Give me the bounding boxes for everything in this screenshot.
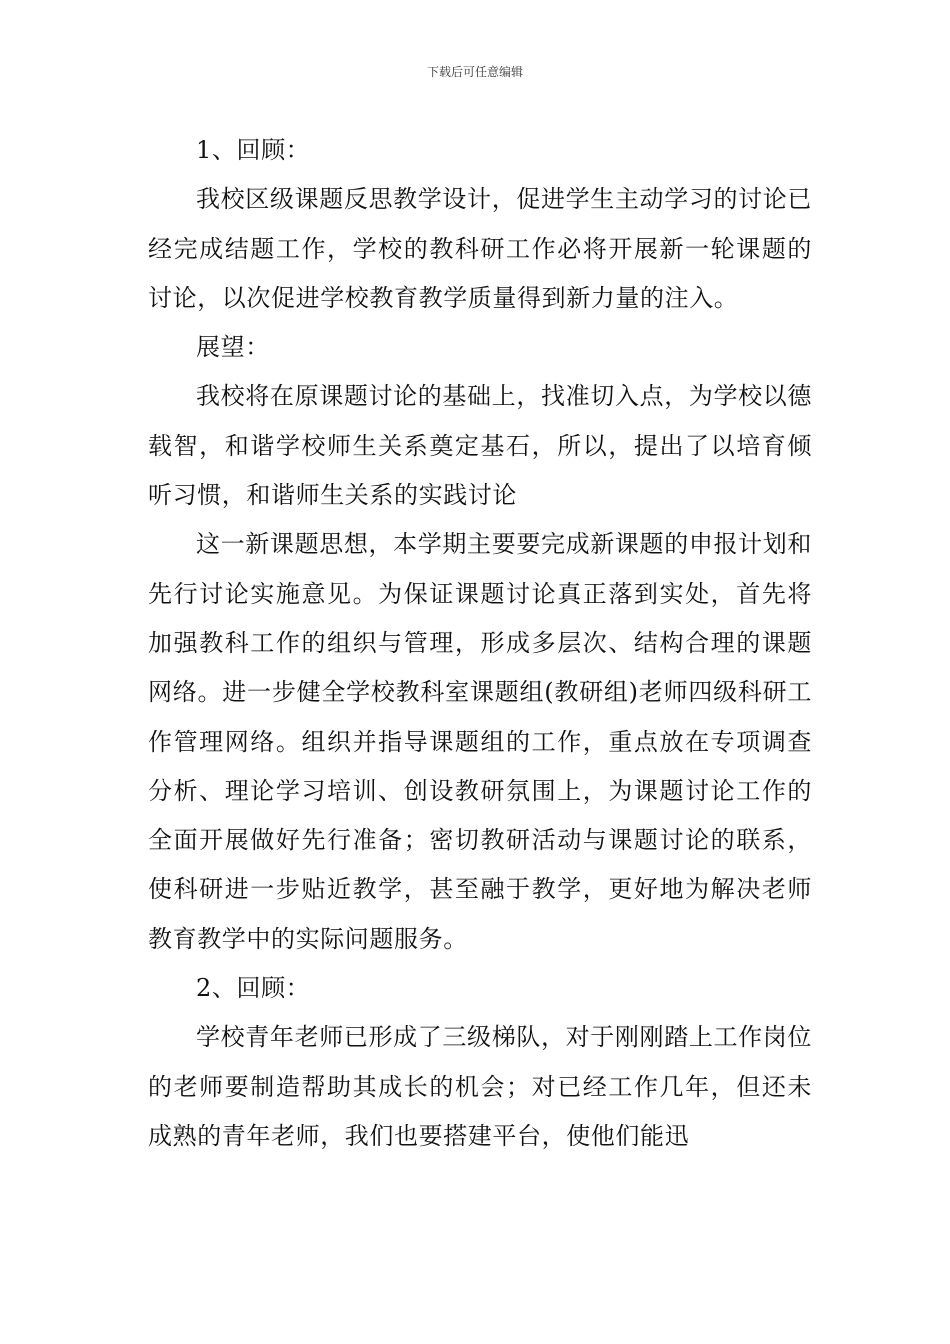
paragraph-plan-text: 这一新课题思想，本学期主要要完成新课题的申报计划和先行讨论实施意见。为保证课题讨论真正落到实处，首先将加强教科工作的组织与管理，形成多层次、结构合理的课题网络。进一步健全学校教科室课题组(教研组)老师四级科研工作管理网络。组织并指导课题组的工作，重点放在专项调查分析、理论学习培训、创设教研氛围上，为课题讨论工作的全面开展做好先行准备；密切教研活动与课题讨论的联系，使科研进一步贴近教学，甚至融于教学，更好地为解决老师教育教学中的实际问题服务。 (148, 530, 812, 953)
document-body (148, 126, 812, 1161)
paragraph-review-2-heading: 2、回顾： (196, 974, 311, 1003)
paragraph-review-1-text: 我校区级课题反思教学设计，促进学生主动学习的讨论已经完成结题工作，学校的教科研工作必将开展新一轮课题的讨论，以次促进学校教育教学质量得到新力量的注入。 (148, 185, 812, 312)
paragraph-review-2-text: 学校青年老师已形成了三级梯队，对于刚刚踏上工作岗位的老师要制造帮助其成长的机会；对已经工作几年，但还未成熟的青年老师，我们也要搭建平台，使他们能迅 (148, 1023, 812, 1150)
paragraph-review-1-heading: 1、回顾： (196, 136, 311, 164)
page-header-note: 下载后可任意编辑 (426, 65, 523, 79)
paragraph-outlook-text: 我校将在原课题讨论的基础上，找准切入点，为学校以德载智，和谐学校师生关系奠定基石，所以，提出了以培育倾听习惯，和谐师生关系的实践讨论 (148, 382, 812, 510)
paragraph-outlook-heading: 展望： (196, 333, 270, 362)
